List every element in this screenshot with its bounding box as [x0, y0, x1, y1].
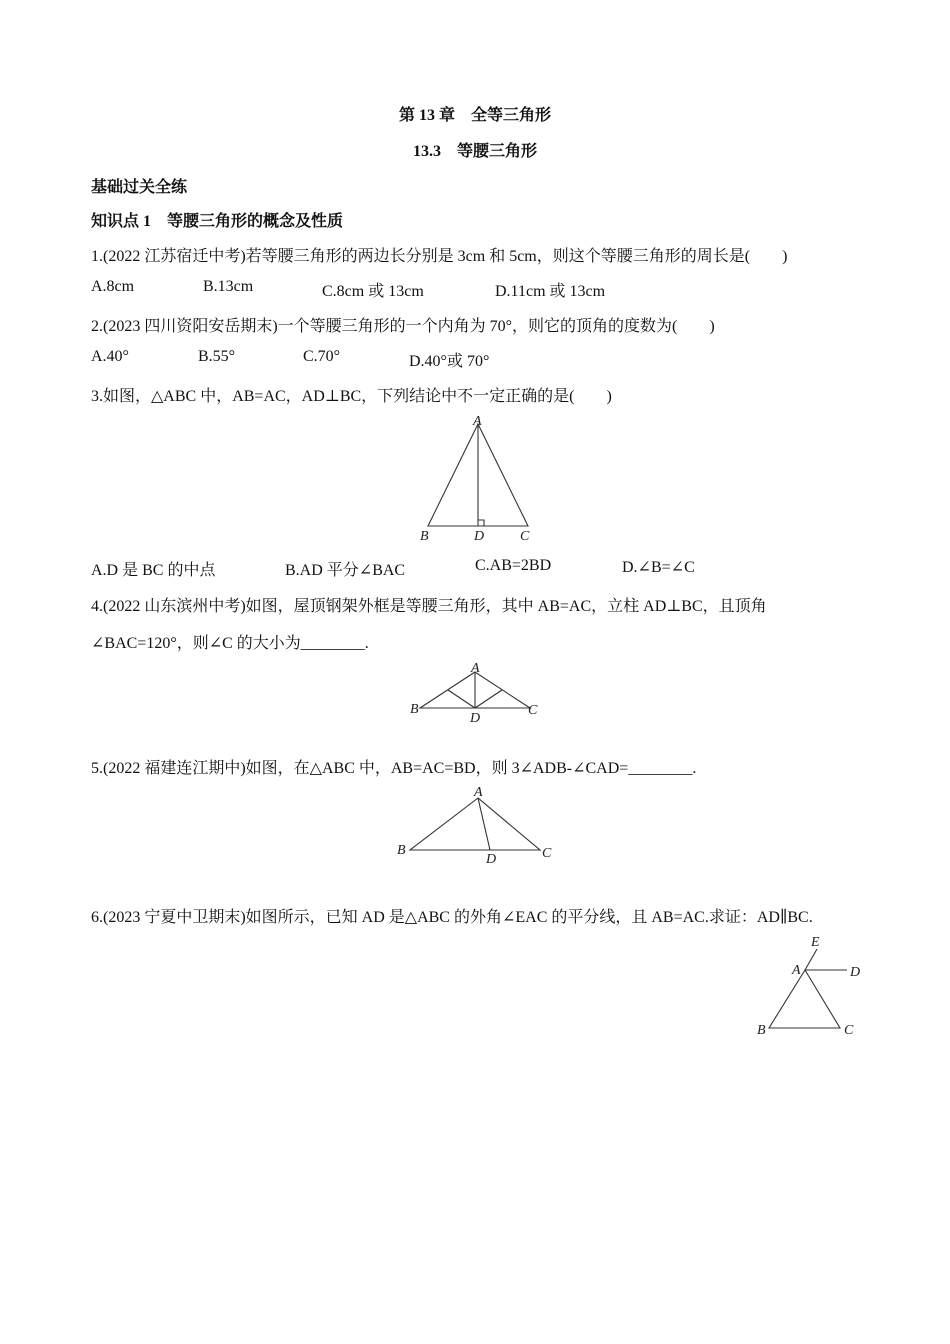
q6-label-a: A — [792, 963, 801, 978]
q4-label-c: C — [528, 703, 538, 718]
q3-option-b: B.AD 平分∠BAC — [285, 562, 406, 579]
q1-option-a: A.8cm — [91, 278, 135, 295]
q6-triangle-abc — [769, 970, 840, 1028]
q4-strut-left — [448, 690, 475, 708]
q3-label-a: A — [473, 414, 482, 429]
q2-option-b: B.55° — [198, 348, 236, 365]
knowledge-point-heading: 知识点 1 等腰三角形的概念及性质 — [91, 213, 344, 230]
q3-stem: 3.如图，△ABC 中，AB=AC，AD⊥BC，下列结论中不一定正确的是( ) — [91, 388, 612, 405]
q6-label-b: B — [757, 1023, 766, 1038]
q4-stem-line1: 4.(2022 山东滨州中考)如图，屋顶钢架外框是等腰三角形，其中 AB=AC，立柱 AD⊥BC，且顶角 — [91, 598, 767, 615]
q6-label-e: E — [811, 935, 820, 950]
q4-label-d: D — [470, 711, 481, 726]
q5-label-a: A — [474, 785, 483, 800]
q1-stem: 1.(2022 江苏宿迁中考)若等腰三角形的两边长分别是 3cm 和 5cm，则这个等腰三角形的周长是( ) — [91, 248, 788, 265]
q3-option-a: A.D 是 BC 的中点 — [91, 562, 216, 579]
q6-extension-ae — [805, 949, 817, 970]
q6-label-d: D — [850, 965, 861, 980]
q1-option-b: B.13cm — [203, 278, 254, 295]
q5-stem: 5.(2022 福建连江期中)如图，在△ABC 中，AB=AC=BD，则 3∠ADB-∠CAD=________. — [91, 760, 697, 777]
q4-strut-right — [475, 690, 502, 708]
q3-label-b: B — [420, 529, 429, 544]
q2-option-d: D.40°或 70° — [409, 353, 490, 370]
q5-segment-ad — [478, 798, 490, 850]
q6-label-c: C — [844, 1023, 854, 1038]
section-title: 13.3 等腰三角形 — [412, 143, 537, 160]
q5-triangle-abc — [410, 798, 540, 850]
q3-label-d: D — [474, 529, 485, 544]
q4-label-a: A — [471, 661, 480, 676]
q5-figure — [392, 782, 562, 867]
q4-label-b: B — [410, 702, 419, 717]
chapter-title: 第 13 章 全等三角形 — [398, 107, 551, 124]
q1-option-d: D.11cm 或 13cm — [495, 283, 606, 300]
section-label: 基础过关全练 — [91, 179, 188, 196]
q3-option-d: D.∠B=∠C — [622, 559, 695, 576]
q5-label-c: C — [542, 846, 552, 861]
q4-figure — [405, 658, 555, 728]
q3-option-c: C.AB=2BD — [475, 557, 552, 574]
q3-figure — [410, 410, 540, 545]
q6-stem: 6.(2023 宁夏中卫期末)如图所示，已知 AD 是△ABC 的外角∠EAC 的平分线，且 AB=AC.求证：AD∥BC. — [91, 909, 813, 926]
q4-stem-line2: ∠BAC=120°，则∠C 的大小为________. — [91, 635, 369, 652]
q1-option-c: C.8cm 或 13cm — [322, 283, 424, 300]
q5-label-d: D — [486, 852, 497, 867]
q3-right-angle-mark — [478, 520, 484, 526]
q3-label-c: C — [520, 529, 530, 544]
q2-option-c: C.70° — [303, 348, 341, 365]
q5-label-b: B — [397, 843, 406, 858]
q2-option-a: A.40° — [91, 348, 129, 365]
q6-figure — [752, 930, 867, 1045]
q2-stem: 2.(2023 四川资阳安岳期末)一个等腰三角形的一个内角为 70°，则它的顶角的度数为( ) — [91, 318, 715, 335]
